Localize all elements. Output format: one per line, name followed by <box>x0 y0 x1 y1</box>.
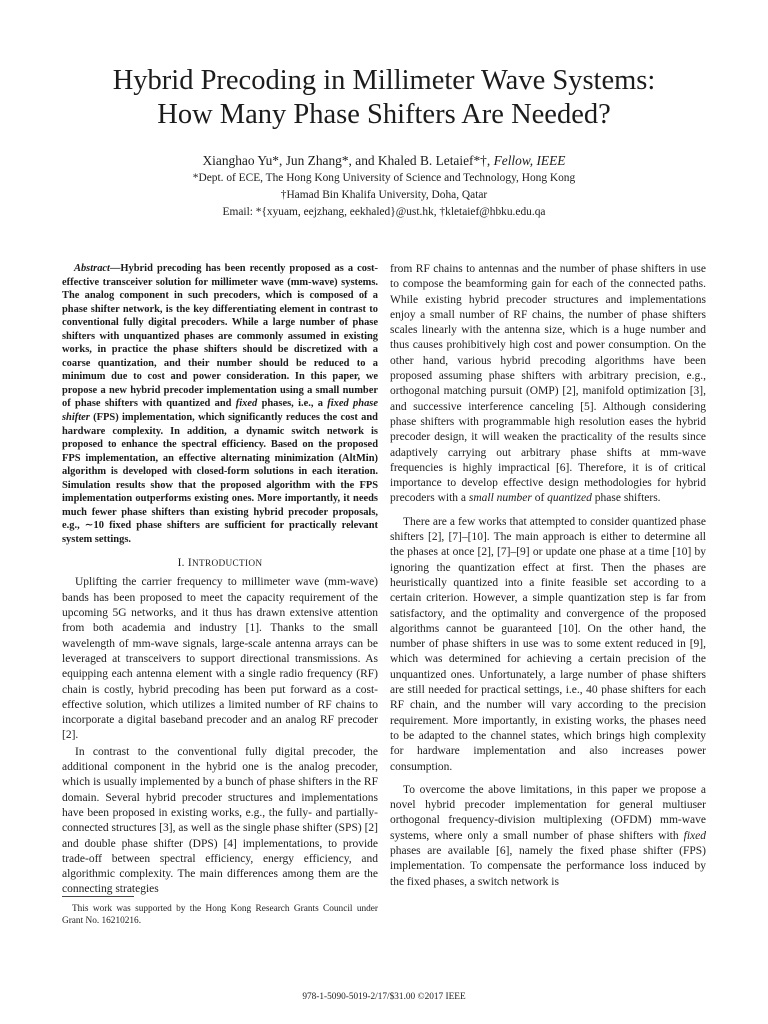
abstract-lead: Abstract <box>74 263 110 274</box>
copyright-footer: 978-1-5090-5019-2/17/$31.00 ©2017 IEEE <box>302 992 466 1002</box>
left-column <box>62 262 378 898</box>
author-emails: Email: *{xyuam, eejzhang, eekhaled}@ust.hk, †kletaief@hbku.edu.qa <box>222 206 546 218</box>
right-column <box>390 262 706 890</box>
title-line-2: How Many Phase Shifters Are Needed? <box>157 99 611 130</box>
abstract-text-1: —Hybrid precoding has been recently proposed as a cost-effective transceiver solution for millimeter wave (mm-wave) systems. The analog component in such precoders, which is composed of a phase shifter network, is the key differentiating element in contrast to conventional fully digital precoders. While a large number of phase shifters with unquantized phases are commonly assumed in existing works, in practice the phase shifters should be discretized with a coarse quantization, and their number should be reduced to a minimum due to cost and power consideration. In this paper, we propose a new hybrid precoder implementation using a small number of phase shifters with quantized and <box>62 263 378 410</box>
right-p1-text-1: from RF chains to antennas and the number of phase shifters in use to compose the beamforming gain for each of the connected paths. While existing hybrid precoder structures and implementations enjoy a small number of RF chains, the number of phase shifters scales linearly with the antenna size, which is a huge number and thus causes prohibitively high cost and power consumption. On the other hand, various hybrid precoding algorithms have been proposed assuming phase shifters with arbitrary precision, e.g., orthogonal matching pursuit (OMP) [2], manifold optimization [3], and successive interference canceling [5]. Although considering phase shifters with programmable high resolution eases the hybrid precoder design, it will weaken the practicality of the results since adaptively carrying out arbitrary phase shifts at mm-wave frequencies is highly impractical [6]. Therefore, it is of critical importance to develop effective design methodologies for hybrid precoders with a <box>390 263 706 505</box>
affiliation-hkust: *Dept. of ECE, The Hong Kong University of Science and Technology, Hong Kong <box>192 172 576 184</box>
right-paragraph-1 <box>390 262 706 507</box>
author-fellow-title: Fellow, IEEE <box>493 153 566 168</box>
author-names: Xianghao Yu*, Jun Zhang*, and Khaled B. Letaief*†, <box>202 153 494 168</box>
abstract-text-3: (FPS) implementation, which significantly reduces the cost and hardware complexity. In addition, a dynamic switch network is proposed to enhance the spectral efficiency. Based on the proposed FPS implementation, an effective alternating minimization (AltMin) algorithm is developed with closed-form solutions in each iteration. Simulation results show that the proposed algorithm with the FPS implementation outperforms existing ones. More importantly, it needs much fewer phase shifters than existing hybrid precoder proposals, e.g., ∼10 fixed phase shifters are sufficient for practically relevant system settings. <box>62 412 378 545</box>
intro-paragraph-2: In contrast to the conventional fully digital precoder, the additional component in the hybrid one is the analog precoder, which is usually implemented by a bunch of phase shifters in the RF domain. Several hybrid precoder structures and implementations have been proposed in existing works, e.g., the fully- and partially-connected structures [3], as well as the single phase shifter (SPS) [2] and double phase shifter (DPS) [4] implementations, to provide trade-off between spectral efficiency, energy efficiency, and algorithmic complexity. The main differences among them are the connecting strategies <box>62 745 378 896</box>
intro-paragraph-1: Uplifting the carrier frequency to millimeter wave (mm-wave) bands has been proposed to meet the capacity requirement of the upcoming 5G networks, and it thus has drawn extensive attention from both academia and industry [1]. Thanks to the small wavelength of mm-wave signals, large-scale antenna arrays can be leveraged at transceivers to support directional transmissions. As equipping each antenna element with a single radio frequency (RF) chain is costly, hybrid precoding has been put forward as a cost-effective solution, which utilizes a limited number of RF chains to incorporate a digital baseband precoder and an analog RF precoder [2]. <box>62 576 378 742</box>
right-p3-text-1: To overcome the above limitations, in this paper we propose a novel hybrid precoder implementation for general multiuser orthogonal frequency-division multiplexing (OFDM) mm-wave systems, where only a small number of phase shifters with <box>390 783 706 842</box>
right-paragraph-2: There are a few works that attempted to consider quantized phase shifters [2], [7]–[10]. The main approach is either to determine all the phases at once [2], [7]–[9] or update one phase at a time [10] by ignoring the quantization effect at first. Then the phases are heuristically quantized into a finite feasible set according to a certain criterion. However, a simple quantization step is far from satisfactory, and the optimality and convergence of the proposed algorithms cannot be guaranteed [10]. On the other hand, the number of phase shifters in use was to some extent reduced in [9], which was determined for achieving a certain precision of the unquantized ones. Unfortunately, a large number of phase shifters are still needed for practical settings, i.e., 40 phase shifters for each RF chain, and the number will vary according to the precision requirement. More importantly, in existing works, the phases need to be adapted to the channel states, which brings high complexity for hardware implementation and also increases power consumption. <box>390 515 706 773</box>
funding-footnote: This work was supported by the Hong Kong Research Grants Council under Grant No. 16210216. <box>62 904 378 926</box>
right-p1-emphasis-quantized: quantized <box>547 492 592 505</box>
paper-title <box>40 64 728 132</box>
abstract-emphasis-fixed: fixed <box>235 398 258 410</box>
right-p1-text-3: phase shifters. <box>591 492 661 505</box>
right-p3-text-2: phases are available [6], namely the fixed phase shifter (FPS) implementation. To compensate the performance loss induced by the fixed phases, a switch network is <box>390 844 706 888</box>
author-line <box>40 152 728 170</box>
section-heading-introduction <box>62 557 378 569</box>
abstract <box>62 262 378 546</box>
right-p1-text-2: of <box>531 492 548 505</box>
footnote-rule <box>62 896 134 897</box>
section-title: NTRODUCTION <box>191 559 263 570</box>
right-p3-emphasis-fixed: fixed <box>683 829 706 842</box>
right-p1-emphasis-small-number: small number <box>468 492 532 505</box>
right-paragraph-3 <box>390 783 706 890</box>
section-numeral: I. I <box>177 557 192 570</box>
affiliation-hbku: †Hamad Bin Khalifa University, Doha, Qatar <box>280 189 488 201</box>
title-line-1: Hybrid Precoding in Millimeter Wave Systems: <box>112 65 656 96</box>
abstract-emphasis-fps: fixed phase shifter <box>62 398 378 424</box>
affiliations <box>40 170 728 221</box>
abstract-text-2: phases, i.e., a <box>257 398 328 410</box>
